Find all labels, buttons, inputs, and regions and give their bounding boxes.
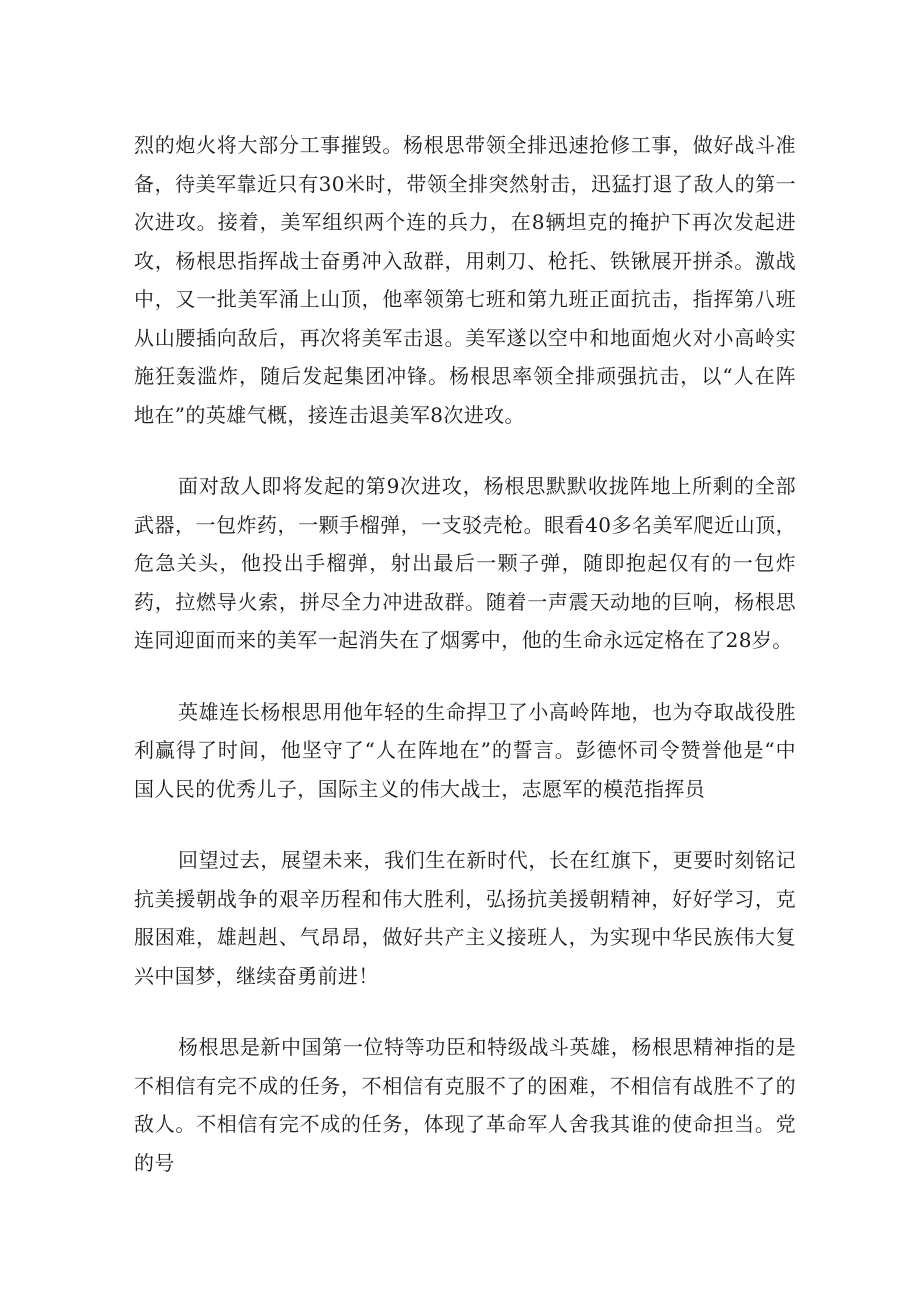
document-body [134, 126, 796, 1215]
paragraph-spirit-definition: 杨根思是新中国第一位特等功臣和特级战斗英雄，杨根思精神指的是不相信有完不成的任务，不相信有克服不了的困难，不相信有战胜不了的敌人。不相信有完不成的任务，体现了革命军人舍我其谁的使命担当。党的号 [134, 1035, 796, 1175]
paragraph-hero-tribute: 英雄连长杨根思用他年轻的生命捍卫了小高岭阵地，也为夺取战役胜利赢得了时间，他坚守了“人在阵地在”的誓言。彭德怀司令赞誉他是“中国人民的优秀儿子，国际主义的伟大战士，志愿军的模范指挥员 [134, 699, 796, 801]
paragraph-battle-defense: 烈的炮火将大部分工事摧毁。杨根思带领全排迅速抢修工事，做好战斗准备，待美军靠近只有30米时，带领全排突然射击，迅猛打退了敌人的第一次进攻。接着，美军组织两个连的兵力，在8辆坦克的掩护下再次发起进攻，杨根思指挥战士奋勇冲入敌群，用刺刀、枪托、铁锹展开拼杀。激战中，又一批美军涌上山顶，他率领第七班和第九班正面抗击，指挥第八班从山腰插向敌后，再次将美军击退。美军遂以空中和地面炮火对小高岭实施狂轰滥炸，随后发起集团冲锋。杨根思率领全排顽强抗击，以“人在阵地在”的英雄气概，接连击退美军8次进攻。 [134, 133, 796, 427]
paragraph-final-stand: 面对敌人即将发起的第9次进攻，杨根思默默收拢阵地上所剩的全部武器，一包炸药，一颗手榴弹，一支驳壳枪。眼看40多名美军爬近山顶，危急关头，他投出手榴弹，射出最后一颗子弹，随即抱起仅有的一包炸药，拉燃导火索，拼尽全力冲进敌群。随着一声震天动地的巨响，杨根思连同迎面而来的美军一起消失在了烟雾中，他的生命永远定格在了28岁。 [134, 474, 796, 652]
paragraph-looking-forward: 回望过去，展望未来，我们生在新时代，长在红旗下，更要时刻铭记抗美援朝战争的艰辛历程和伟大胜利，弘扬抗美援朝精神，好好学习，克服困难，雄赳赳、气昂昂，做好共产主义接班人，为实现中华民族伟大复兴中国梦，继续奋勇前进！ [134, 848, 796, 988]
